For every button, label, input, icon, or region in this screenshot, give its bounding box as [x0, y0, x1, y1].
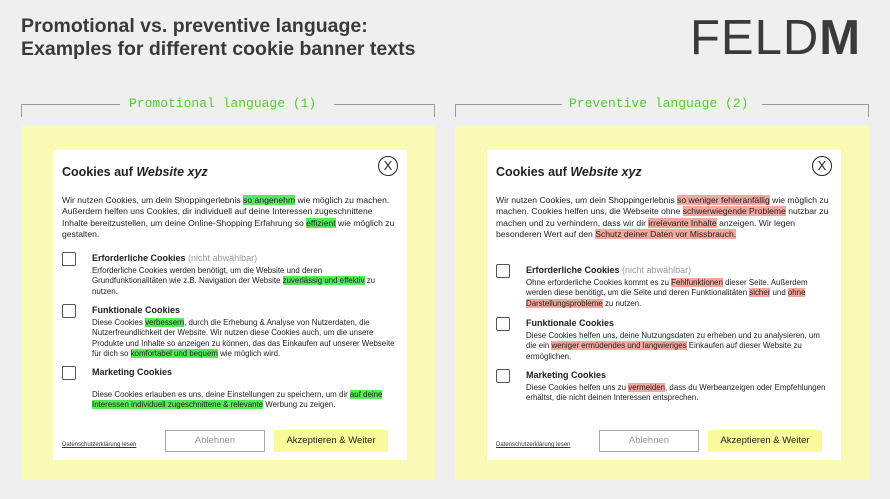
reject-button[interactable]: Ablehnen	[599, 430, 699, 452]
category-title: Marketing Cookies	[526, 370, 607, 380]
banner-title-text: Cookies auf	[62, 165, 133, 179]
banner-intro	[496, 195, 832, 240]
highlighted-phrase: Fehlfunktionen	[671, 278, 723, 287]
accept-button[interactable]: Akzeptieren & Weiter	[274, 430, 388, 452]
bracket-prevent-left	[455, 104, 562, 117]
text-segment: dieser Seite. Außerdem werden diese benötigt, um die Seite und deren Funktionalitäten	[526, 278, 808, 298]
text-segment: wie möglich zu gestalten.	[62, 217, 395, 239]
category-title	[526, 265, 691, 275]
bracket-promo-left	[21, 104, 120, 117]
highlighted-phrase: so angenehm	[243, 195, 296, 205]
checkbox-marketing[interactable]	[62, 366, 76, 380]
page-title	[21, 15, 415, 61]
highlighted-phrase: schwerwiegende Probleme	[682, 206, 786, 217]
category-note: (nicht abwählbar)	[622, 265, 692, 275]
page-title-line-1: Promotional vs. preventive language:	[21, 15, 368, 37]
category-title: Marketing Cookies	[92, 367, 173, 377]
text-segment: zu nutzen.	[92, 276, 376, 296]
logo-light-part: FELD	[690, 11, 820, 65]
banner-title-text: Cookies auf	[496, 165, 567, 179]
text-segment: wie möglich wird.	[217, 349, 281, 359]
panel-promotional	[21, 126, 435, 480]
privacy-link[interactable]: Datenschutzerklärung lesen	[496, 442, 571, 448]
category-description	[526, 331, 832, 362]
checkbox-required[interactable]	[62, 252, 76, 266]
highlighted-phrase: sicher	[749, 288, 771, 298]
highlighted-phrase: auf deine Interessen individuell zugeschnittene & relevante	[92, 390, 383, 410]
text-segment: Einkaufen auf dieser Website zu ermöglichen.	[526, 341, 802, 361]
close-icon[interactable]: X	[812, 156, 832, 176]
banner-title-site: Website xyz	[136, 165, 208, 179]
bracket-prevent-right	[762, 104, 869, 117]
label-promotional: Promotional language (1)	[129, 96, 317, 111]
text-segment: Diese Cookies helfen uns zu	[526, 383, 629, 392]
category-description	[526, 383, 832, 404]
category-description	[526, 278, 832, 309]
text-segment: Diese Cookies	[92, 318, 146, 327]
text-segment: Wir nutzen Cookies, um dein Shoppingerlebnis	[62, 195, 244, 205]
banner-title	[62, 165, 208, 179]
category-title: Funktionale Cookies	[526, 318, 615, 328]
reject-button[interactable]: Ablehnen	[165, 430, 265, 452]
text-segment: Diese Cookies helfen uns, deine Nutzungsdaten zu erheben und zu analysieren, um die ein	[526, 331, 820, 351]
highlighted-phrase: ohne Darstellungsprobleme	[526, 288, 806, 308]
checkbox-required[interactable]	[496, 264, 510, 278]
close-icon[interactable]: X	[378, 156, 398, 176]
bracket-promo-right	[334, 104, 435, 117]
highlighted-phrase: so weniger fehleranfällig	[677, 195, 770, 205]
highlighted-phrase: Schutz deiner Daten vor Missbrauch.	[595, 228, 737, 239]
text-segment: , durch die Erhebung & Analyse von Nutzerdaten, die Nutzerfreundlichkeit der Website. Wir nutzen diese Cookies auch, um die unsere Produkte und Inhalte so anzeigen zu können, das das Einkaufen auf unserer Webseite für dich so	[92, 318, 395, 359]
accept-button[interactable]: Akzeptieren & Weiter	[708, 430, 822, 452]
text-segment: wie möglich zu machen. Außerdem helfen uns Cookies, dir individuell auf deine Interessen zugeschnittene Inhalte bereitzustellen, um deine Online-Shopping Erfahrung so	[62, 195, 390, 228]
banner-intro	[62, 195, 398, 240]
highlighted-phrase: komfortabel und bequem	[130, 349, 218, 359]
category-title: Funktionale Cookies	[92, 305, 181, 315]
category-title-text: Erforderliche Cookies	[92, 253, 186, 263]
feldm-logo	[690, 12, 861, 64]
cookie-banner-promotional	[53, 150, 407, 460]
category-note: (nicht abwählbar)	[188, 253, 258, 263]
text-segment: Wir nutzen Cookies, um dein Shoppingerlebnis	[496, 195, 678, 205]
highlighted-phrase: zuverlässig und effektiv	[282, 276, 365, 286]
text-segment: Erforderliche Cookies werden benötigt, um die Website und deren Grundfunktionalitäten wie z.B. Navigation der Website	[92, 266, 323, 286]
banner-title-site: Website xyz	[570, 165, 642, 179]
category-description	[92, 318, 398, 360]
checkbox-functional[interactable]	[496, 317, 510, 331]
page-title-line-2: Examples for different cookie banner texts	[21, 38, 416, 60]
category-description	[92, 390, 398, 411]
text-segment: anzeigen. Wir legen besonderen Wert auf den	[496, 217, 796, 239]
text-segment: zu nutzen.	[602, 298, 642, 308]
text-segment: und	[770, 288, 788, 298]
highlighted-phrase: effizient	[306, 217, 336, 228]
text-segment: Ohne erforderliche Cookies kommt es zu	[526, 278, 672, 287]
text-segment: Werbung zu zeigen.	[263, 400, 336, 410]
highlighted-phrase: verbessern	[145, 318, 185, 327]
highlighted-phrase: vermeiden	[628, 383, 666, 392]
cookie-banner-preventive	[487, 150, 841, 460]
category-description	[92, 266, 398, 297]
category-title	[92, 253, 257, 263]
panel-preventive	[455, 126, 869, 480]
label-preventive: Preventive language (2)	[569, 96, 749, 111]
banner-title	[496, 165, 642, 179]
checkbox-functional[interactable]	[62, 304, 76, 318]
highlighted-phrase: weniger ermüdendes und langwieriges	[551, 341, 687, 351]
checkbox-marketing[interactable]	[496, 369, 510, 383]
category-title-text: Erforderliche Cookies	[526, 265, 620, 275]
logo-bold-part: M	[819, 11, 862, 65]
text-segment: wie möglich zu machen. Cookies helfen uns, die Webseite ohne	[496, 195, 829, 217]
text-segment: nutzbar zu machen und zu verhindern, dass wir dir	[496, 206, 829, 228]
highlighted-phrase: irrelevante Inhalte	[648, 217, 717, 228]
privacy-link[interactable]: Datenschutzerklärung lesen	[62, 442, 137, 448]
text-segment: , dass du Werbeanzeigen oder Empfehlungen erhältst, die nicht deinen Interessen entsprechen.	[526, 383, 826, 403]
text-segment: Diese Cookies erlauben es uns, deine Einstellungen zu speichern, um dir	[92, 390, 350, 399]
